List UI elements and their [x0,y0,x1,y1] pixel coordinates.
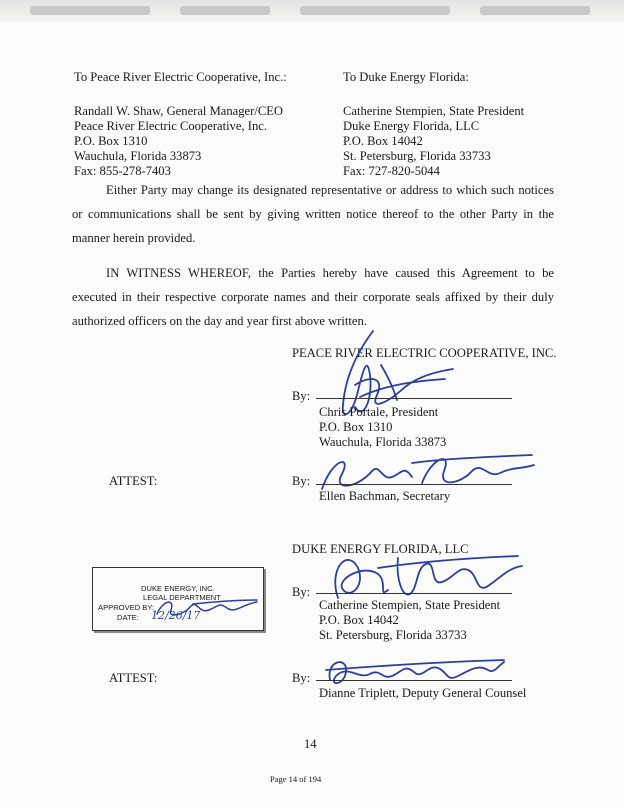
scan-top-edge [0,0,624,22]
notice-right-line: Fax: 727-820-5044 [343,164,440,178]
duke-entity-name: DUKE ENERGY FLORIDA, LLC [292,542,469,556]
notice-left-line: Wauchula, Florida 33873 [74,149,202,163]
page-of-total: Page 14 of 194 [270,774,322,784]
prec-attest-name: Ellen Bachman, Secretary [319,489,451,503]
notice-left-line: Fax: 855-278-7403 [74,164,171,178]
duke-attest-by-label: By: [292,671,311,685]
prec-attest-line [316,484,512,485]
duke-attest-label: ATTEST: [109,671,158,685]
prec-signer-block [319,405,446,450]
notice-left-address [74,104,283,179]
notice-right-line: Catherine Stempien, State President [343,104,525,118]
duke-attest-line [316,680,512,681]
notice-right-line: Duke Energy Florida, LLC [343,119,480,133]
notice-right-heading: To Duke Energy Florida: [343,70,469,84]
prec-address-line: Wauchula, Florida 33873 [319,435,447,449]
duke-address-line: P.O. Box 14042 [319,613,399,627]
legal-approval-stamp [92,567,264,631]
notice-left-line: P.O. Box 1310 [74,134,148,148]
notice-left-line: Peace River Electric Cooperative, Inc. [74,119,268,133]
duke-signature-line [316,593,512,594]
page-number: 14 [304,737,317,751]
notice-right-line: St. Petersburg, Florida 33733 [343,149,491,163]
stamp-line-1: DUKE ENERGY, INC. [141,584,215,593]
duke-signer-name: Catherine Stempien, State President [319,598,501,612]
duke-attest-name: Dianne Triplett, Deputy General Counsel [319,686,527,700]
notice-left-line: Randall W. Shaw, General Manager/CEO [74,104,284,118]
duke-by-label: By: [292,585,311,599]
prec-attest-label: ATTEST: [109,474,158,488]
witness-paragraph: IN WITNESS WHEREOF, the Parties hereby have caused this Agreement to be executed in their respective corporate names and their corporate seals affixed by their duly authorized officers on the day and year first above written. [72,266,554,328]
prec-entity-name: PEACE RIVER ELECTRIC COOPERATIVE, INC. [292,346,557,360]
notice-right-address [343,104,524,179]
duke-address-line: St. Petersburg, Florida 33733 [319,628,467,642]
duke-signer-block [319,598,500,643]
stamp-date-label: DATE: [117,613,139,622]
stamp-line-2: LEGAL DEPARTMENT [143,593,221,602]
prec-signer-name: Chris Portale, President [319,405,439,419]
prec-address-line: P.O. Box 1310 [319,420,393,434]
prec-attest-by-label: By: [292,474,311,488]
notice-left-heading: To Peace River Electric Cooperative, Inc.: [74,70,287,84]
stamp-approved-label: APPROVED BY: [98,603,155,612]
stamp-date-value: 12/26/17 [151,609,201,622]
notice-right-line: P.O. Box 14042 [343,134,423,148]
prec-by-label: By: [292,389,311,403]
change-notice-paragraph: Either Party may change its designated representative or address to which such notices or communications shall be sent by giving written notice thereof to the other Party in the manner herein provided. [72,183,554,245]
prec-signature-line [316,398,512,399]
